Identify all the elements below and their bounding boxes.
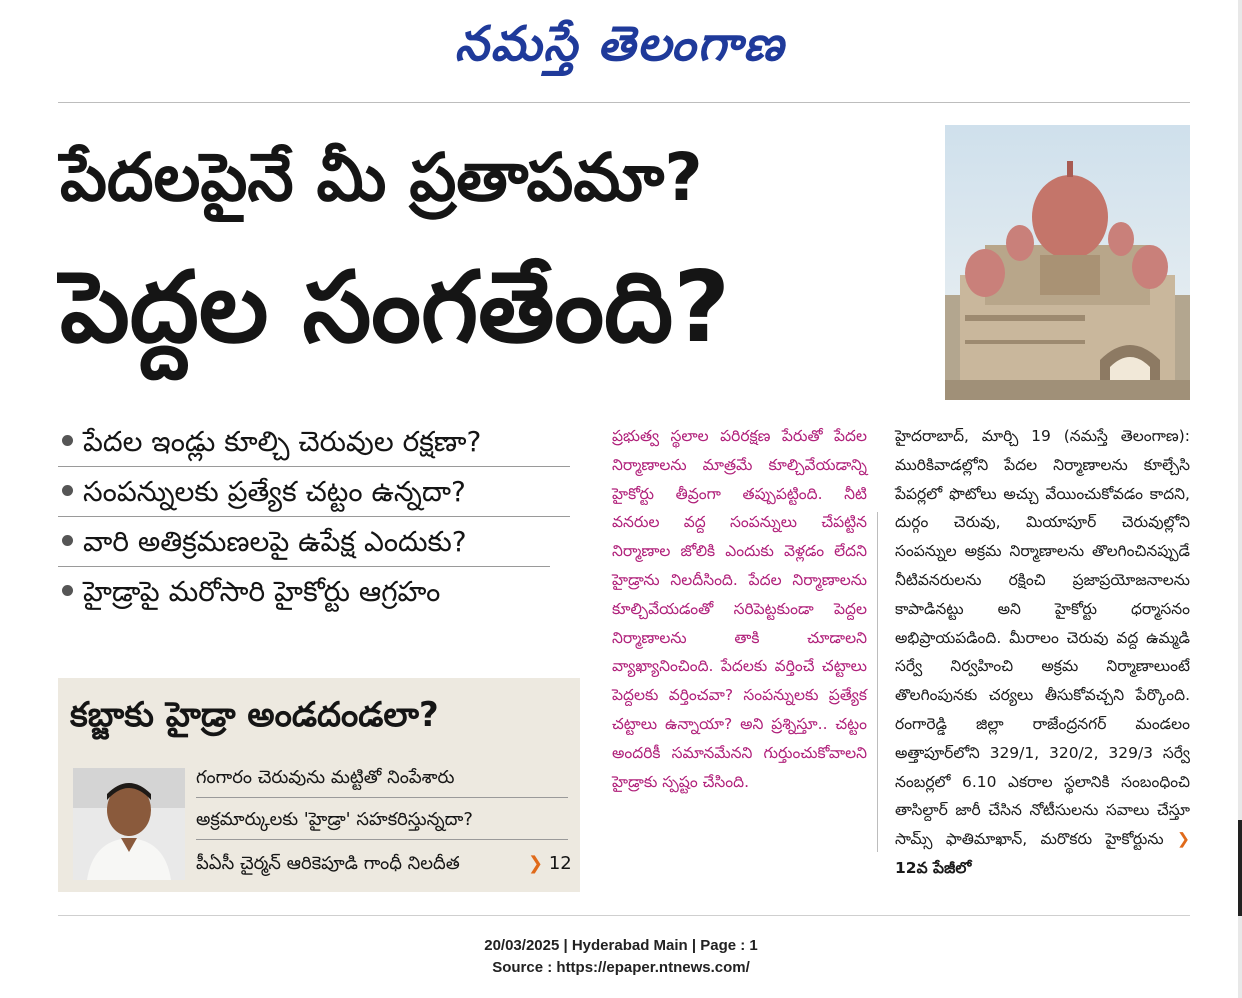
chevron-right-icon: ❯ [1177, 830, 1190, 849]
bullet-dot [62, 485, 73, 496]
bullet-text: సంపన్నులకు ప్రత్యేక చట్టం ఉన్నదా? [83, 475, 466, 508]
article-body [895, 422, 1190, 883]
sidebox-page-jump[interactable] [528, 848, 572, 880]
bullet-text: పేదల ఇండ్లు కూల్చి చెరువుల రక్షణా? [83, 425, 482, 458]
article-text: హైదరాబాద్, మార్చి 19 (నమస్తే తెలంగాణ): మురికివాడల్లోని పేదల నిర్మాణాలను కూల్చేసి పేపర్లలో ఫొటోలు అచ్చు వేయించుకోవడం కాదని, దుర్గం చెరువు, మియాపూర్ చెరువుల్లోని సంపన్నుల అక్రమ నిర్మాణాలను తొలగించినప్పుడే నీటివనరులను రక్షించి ప్రజాప్రయోజనాలను కాపాడినట్టు అని హైకోర్టు ధర్మాసనం అభిప్రాయపడింది. మీరాలం చెరువు వద్ద ఉమ్మడి సర్వే నిర్వహించి అక్రమ నిర్మాణాలుంటే తొలగింపునకు చర్యలు తీసుకోవచ్చని పేర్కొంది. రంగారెడ్డి జిల్లా రాజేంద్రనగర్ మండలం అత్తాపూర్‌లోని 329/1, 320/2, 329/3 సర్వే నంబర్లలో 6.10 ఎకరాల స్థలానికి సంబంధించి తాసిల్దార్ జారీ చేసిన నోటీసులను సవాలు చేస్తూ సామ్స్ ఫాతిమాఖాన్, మరొకరు హైకోర్టును [895, 427, 1190, 849]
sidebox-line-1: గంగారం చెరువును మట్టితో నింపేశారు [196, 767, 455, 788]
pink-column-text: ప్రభుత్వ స్థలాల పరిరక్షణ పేరుతో పేదల నిర్మాణాలను మాత్రమే కూల్చివేయడాన్ని హైకోర్టు తీవ్రంగా తప్పుపట్టింది. నీటి వనరుల వద్ద సంపన్నులు చేపట్టిన నిర్మాణాల జోలికి ఎందుకు వెళ్లడం లేదని హైడ్రాను నిలదీసింది. పేదల నిర్మాణాలను కూల్చివేయడంతో సరిపెట్టకుండా పెద్దల నిర్మాణాలను తాకి చూడాలని వ్యాఖ్యానించింది. పేదలకు వర్తించే చట్టాలు పెద్దలకు వర్తించవా? సంపన్నులకు ప్రత్యేక చట్టాలు ఉన్నాయా? అని ప్రశ్నిస్తూ.. చట్టం అందరికీ సమానమేనని గుర్తుంచుకోవాలని హైడ్రాకు స్పష్టం చేసింది. [612, 427, 867, 791]
bullet-dot [62, 535, 73, 546]
sidebox-line-2: అక్రమార్కులకు 'హైడ్రా' సహకరిస్తున్నదా? [196, 809, 473, 830]
sidebox-divider [196, 797, 568, 798]
bullet-text: హైడ్రాపై మరోసారి హైకోర్టు ఆగ్రహం [83, 575, 441, 608]
high-court-photo [945, 125, 1190, 400]
scrollbar-thumb[interactable] [1238, 820, 1242, 916]
bullet-dot [62, 585, 73, 596]
sidebox-jump-page: 12 [548, 853, 572, 874]
sidebox-divider [196, 839, 568, 840]
bullet-text: వారి అతిక్రమణలపై ఉపేక్ష ఎందుకు? [83, 525, 467, 558]
sidebox-title: కబ్జాకు హైడ్రా అండదండలా? [70, 695, 439, 735]
bottom-divider [58, 915, 1190, 916]
chevron-right-icon: ❯ [528, 853, 544, 874]
bullet-item-3 [58, 518, 550, 567]
bullet-item-1 [58, 418, 570, 467]
headline-line-2: పెద్దల సంగతేంది? [60, 251, 731, 365]
bullet-item-4 [58, 568, 570, 616]
top-divider [58, 102, 1190, 103]
article-body-text [895, 422, 1190, 883]
headline-line-1: పేదలపైనే మీ ప్రతాపమా? [60, 139, 703, 216]
bullet-item-2 [58, 468, 570, 517]
footer-date-edition: 20/03/2025 | Hyderabad Main | Page : 1 [484, 937, 758, 954]
masthead-logo: నమస్తే తెలంగాణ [454, 16, 786, 72]
pink-column [612, 422, 867, 796]
bullet-dot [62, 435, 73, 446]
article-page-jump[interactable]: 12వ పేజీలో [895, 858, 972, 877]
portrait-photo [73, 768, 185, 880]
sidebox-line-3: పీఏసీ చైర్మన్ ఆరికెపూడి గాంధీ నిలదీత [196, 853, 460, 874]
footer-source: Source : https://epaper.ntnews.com/ [492, 959, 750, 976]
column-divider [877, 512, 878, 852]
